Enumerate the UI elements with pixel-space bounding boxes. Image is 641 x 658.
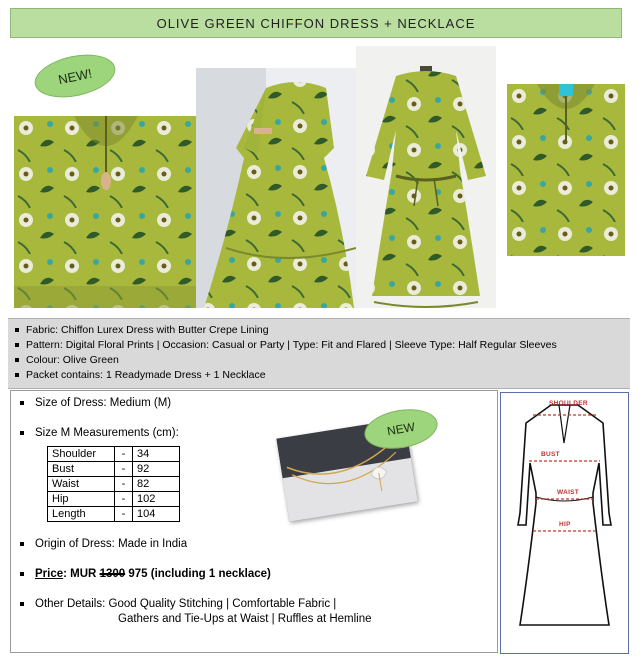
table-row (48, 462, 180, 477)
table-row (48, 477, 180, 492)
spec-item-packet: Packet contains: 1 Readymade Dress + 1 Necklace (14, 368, 630, 383)
spec-item-colour: Colour: Olive Green (14, 353, 630, 368)
measurements-table (47, 446, 180, 522)
diagram-label-shoulder: SHOULDER (549, 400, 588, 407)
measure-value: 34 (133, 447, 180, 462)
measure-value: 102 (133, 492, 180, 507)
measure-name: Bust (48, 462, 115, 477)
measure-name: Length (48, 507, 115, 522)
photo-neckline-closeup (14, 116, 198, 308)
other-details-line2: Gathers and Tie-Ups at Waist | Ruffles at Hemline (118, 613, 372, 625)
price-new: 975 (including 1 necklace) (125, 568, 271, 580)
size-of-dress: Size of Dress: Medium (M) (20, 396, 171, 411)
measurements-heading: Size M Measurements (cm): (20, 426, 179, 441)
table-row (48, 447, 180, 462)
photo-neckline-detail (507, 84, 625, 256)
measure-dash: - (115, 507, 133, 522)
measurement-diagram (500, 392, 629, 654)
measure-dash: - (115, 492, 133, 507)
spec-list-panel (8, 318, 630, 389)
diagram-label-waist: WAIST (557, 489, 580, 496)
photo-side-view (196, 68, 356, 308)
price-line (20, 567, 271, 582)
page-title: OLIVE GREEN CHIFFON DRESS + NECKLACE (10, 8, 622, 38)
other-details-line1: Other Details: Good Quality Stitching | Comfortable Fabric | (20, 597, 336, 612)
spec-item-pattern: Pattern: Digital Floral Prints | Occasion: Casual or Party | Type: Fit and Flared | Sleeve Type: Half Regular Sleeves (14, 338, 630, 353)
origin-of-dress: Origin of Dress: Made in India (20, 537, 187, 552)
photo-full-dress (356, 46, 496, 308)
measure-name: Waist (48, 477, 115, 492)
measure-value: 104 (133, 507, 180, 522)
table-row (48, 507, 180, 522)
new-badge-necklace: NEW (361, 404, 440, 454)
spec-item-fabric: Fabric: Chiffon Lurex Dress with Butter Crepe Lining (14, 323, 630, 338)
diagram-label-bust: BUST (541, 451, 560, 458)
price-currency: : MUR (63, 568, 100, 580)
new-badge-photos: NEW! (31, 48, 120, 104)
measure-dash: - (115, 462, 133, 477)
measure-name: Hip (48, 492, 115, 507)
table-row (48, 492, 180, 507)
measure-dash: - (115, 477, 133, 492)
measure-value: 82 (133, 477, 180, 492)
measure-dash: - (115, 447, 133, 462)
diagram-label-hip: HIP (559, 521, 571, 528)
measure-name: Shoulder (48, 447, 115, 462)
measure-value: 92 (133, 462, 180, 477)
price-old: 1300 (99, 568, 126, 580)
price-label: Price (35, 568, 64, 580)
